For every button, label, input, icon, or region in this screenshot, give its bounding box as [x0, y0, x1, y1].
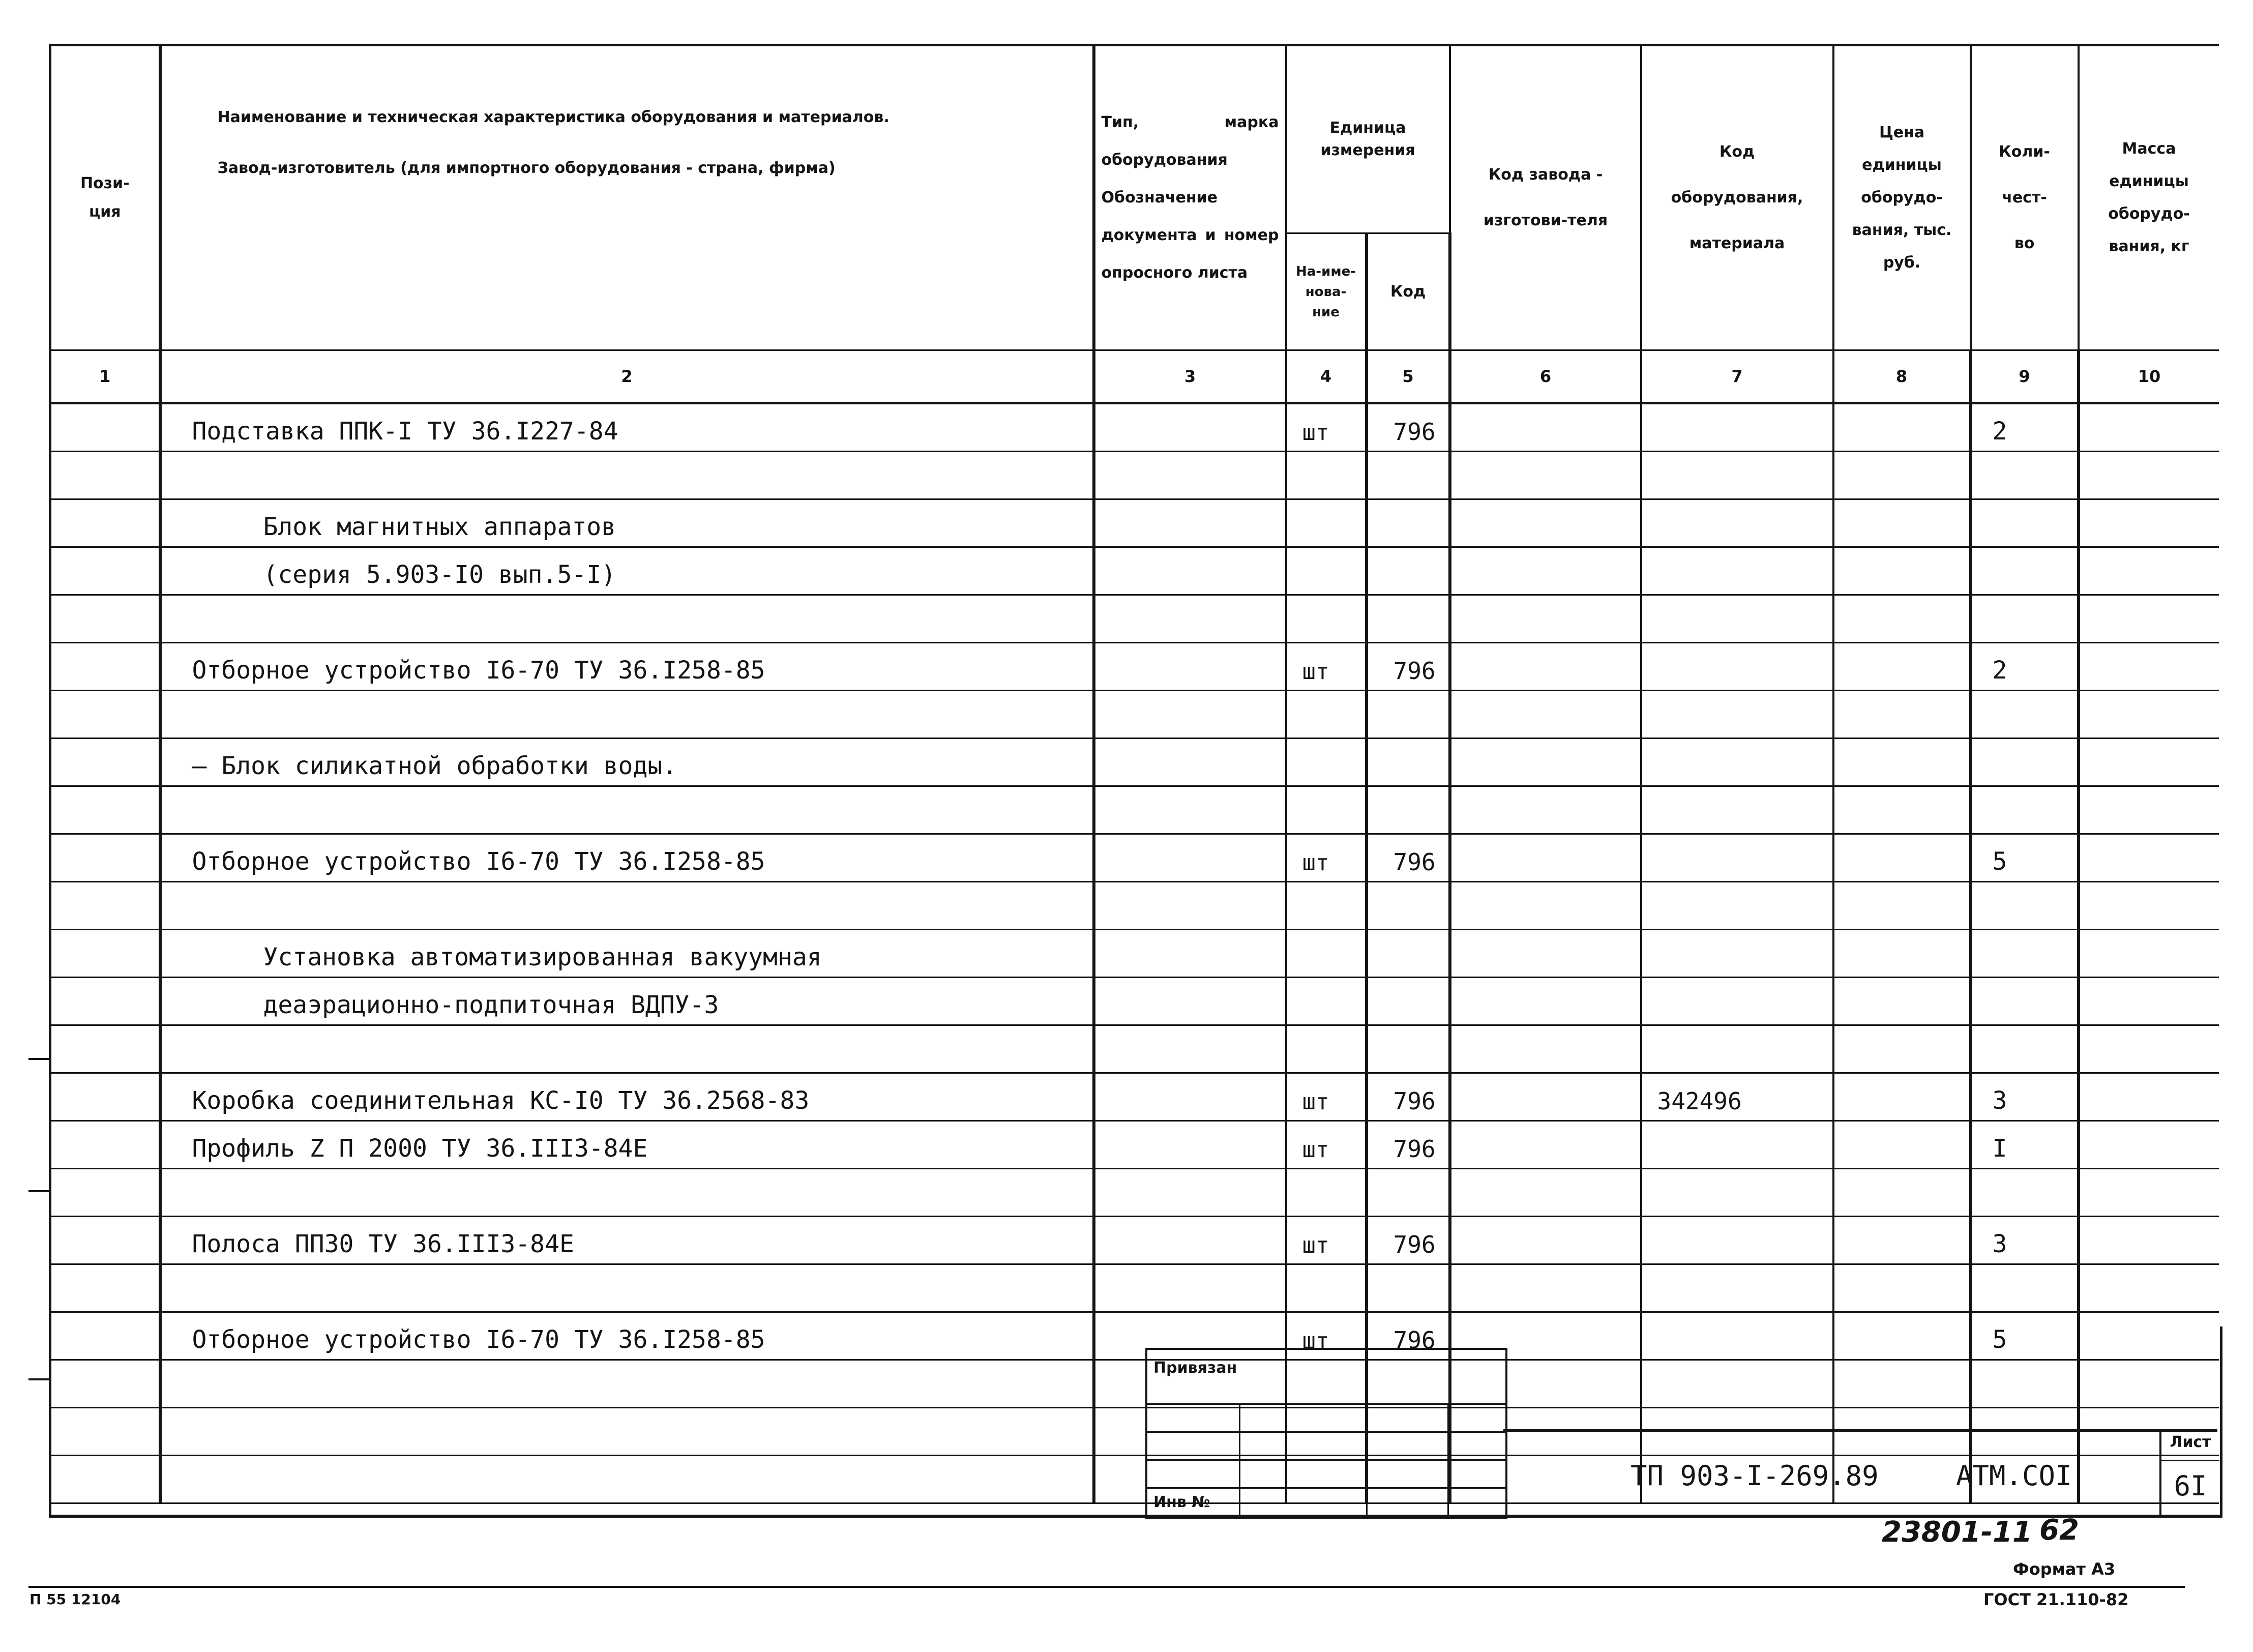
- position-cell: [50, 691, 160, 739]
- factory-code-cell: [1450, 403, 1641, 452]
- quantity-cell: [1971, 930, 2079, 978]
- factory-code-cell: [1450, 1121, 1641, 1169]
- name-cell: [160, 882, 1094, 930]
- type-cell: [1094, 1073, 1286, 1121]
- material-code-cell: [1641, 595, 1833, 643]
- material-code-cell: [1641, 930, 1833, 978]
- table-row: [50, 834, 2219, 882]
- material-code-cell: [1641, 1264, 1833, 1312]
- unit-code-cell: 796: [1367, 1121, 1450, 1169]
- name-cell: [160, 691, 1094, 739]
- header-unit-group: Единица измерения: [1286, 45, 1450, 233]
- col-num-7: 7: [1641, 350, 1833, 403]
- quantity-cell: [1971, 595, 2079, 643]
- price-cell: [1833, 1073, 1971, 1121]
- header-material-code: Код оборудования, материала: [1641, 45, 1833, 350]
- material-code-cell: [1641, 978, 1833, 1025]
- position-cell: [50, 452, 160, 499]
- material-code-cell: [1641, 1025, 1833, 1073]
- unit-name-cell: [1286, 1169, 1367, 1217]
- mass-cell: [2079, 403, 2219, 452]
- position-cell: [50, 1169, 160, 1217]
- quantity-cell: [1971, 1264, 2079, 1312]
- type-cell: [1094, 1264, 1286, 1312]
- factory-code-cell: [1450, 882, 1641, 930]
- name-cell: Установка автоматизированная вакуумная: [160, 930, 1094, 978]
- quantity-cell: [1971, 739, 2079, 786]
- margin-tick: [28, 1190, 49, 1192]
- mass-cell: [2079, 547, 2219, 595]
- unit-name-cell: [1286, 452, 1367, 499]
- mass-cell: [2079, 1264, 2219, 1312]
- mass-cell: [2079, 499, 2219, 547]
- unit-name-cell: [1286, 499, 1367, 547]
- unit-code-cell: [1367, 595, 1450, 643]
- unit-name-cell: шт: [1286, 403, 1367, 452]
- quantity-cell: [1971, 1025, 2079, 1073]
- type-cell: [1094, 834, 1286, 882]
- material-code-cell: [1641, 1217, 1833, 1264]
- material-code-cell: [1641, 452, 1833, 499]
- header-unit-code: Код: [1367, 233, 1450, 350]
- col-num-10: 10: [2079, 350, 2219, 403]
- format-label: Формат А3: [2013, 1559, 2116, 1579]
- name-cell: [160, 786, 1094, 834]
- unit-name-cell: [1286, 595, 1367, 643]
- header-name-line1: Наименование и техническая характеристика оборудования и материалов.: [217, 108, 890, 126]
- unit-name-cell: [1286, 547, 1367, 595]
- position-cell: [50, 834, 160, 882]
- material-code-cell: [1641, 643, 1833, 691]
- quantity-cell: [1971, 1169, 2079, 1217]
- price-cell: [1833, 643, 1971, 691]
- unit-name-cell: шт: [1286, 1121, 1367, 1169]
- position-cell: [50, 499, 160, 547]
- unit-code-cell: [1367, 882, 1450, 930]
- type-cell: [1094, 882, 1286, 930]
- type-cell: [1094, 786, 1286, 834]
- table-row: [50, 978, 2219, 1025]
- type-cell: [1094, 1169, 1286, 1217]
- position-cell: [50, 1025, 160, 1073]
- price-cell: [1833, 882, 1971, 930]
- factory-code-cell: [1450, 1073, 1641, 1121]
- table-row: [50, 1121, 2219, 1169]
- factory-code-cell: [1450, 978, 1641, 1025]
- position-cell: [50, 547, 160, 595]
- name-cell: [160, 1264, 1094, 1312]
- factory-code-cell: [1450, 930, 1641, 978]
- factory-code-cell: [1450, 452, 1641, 499]
- mass-cell: [2079, 1073, 2219, 1121]
- quantity-cell: 3: [1971, 1217, 2079, 1264]
- material-code-cell: 342496: [1641, 1073, 1833, 1121]
- unit-name-cell: [1286, 691, 1367, 739]
- material-code-cell: [1641, 739, 1833, 786]
- sheet-cell: [2159, 1429, 2219, 1515]
- unit-code-cell: [1367, 978, 1450, 1025]
- unit-code-cell: [1367, 1169, 1450, 1217]
- factory-code-cell: [1450, 1025, 1641, 1073]
- col-num-2: 2: [160, 350, 1094, 403]
- type-cell: [1094, 691, 1286, 739]
- quantity-cell: [1971, 882, 2079, 930]
- material-code-cell: [1641, 786, 1833, 834]
- name-cell: деаэрационно-подпиточная ВДПУ-3: [160, 978, 1094, 1025]
- position-cell: [50, 1121, 160, 1169]
- unit-code-cell: 796: [1367, 1312, 1450, 1360]
- price-cell: [1833, 499, 1971, 547]
- gost-label: ГОСТ 21.110-82: [1983, 1590, 2129, 1609]
- mass-cell: [2079, 834, 2219, 882]
- header-name-line2: Завод-изготовитель (для импортного оборудования - страна, фирма): [217, 159, 836, 177]
- col-num-8: 8: [1833, 350, 1971, 403]
- table-row: [50, 595, 2219, 643]
- header-position: Пози- ция: [50, 45, 160, 350]
- mass-cell: [2079, 739, 2219, 786]
- table-row: [50, 547, 2219, 595]
- position-cell: [50, 403, 160, 452]
- specification-table: [49, 44, 2219, 1504]
- table-row: [50, 1169, 2219, 1217]
- price-cell: [1833, 452, 1971, 499]
- price-cell: [1833, 1025, 1971, 1073]
- unit-code-cell: 796: [1367, 403, 1450, 452]
- col-num-1: 1: [50, 350, 160, 403]
- footer-rule: [28, 1586, 2185, 1588]
- material-code-cell: [1641, 499, 1833, 547]
- unit-name-cell: [1286, 739, 1367, 786]
- unit-code-cell: [1367, 739, 1450, 786]
- quantity-cell: 3: [1971, 1073, 2079, 1121]
- name-cell: [160, 452, 1094, 499]
- mass-cell: [2079, 691, 2219, 739]
- material-code-cell: [1641, 547, 1833, 595]
- type-cell: [1094, 739, 1286, 786]
- type-cell: [1094, 547, 1286, 595]
- factory-code-cell: [1450, 786, 1641, 834]
- col-num-4: 4: [1286, 350, 1367, 403]
- factory-code-cell: [1450, 834, 1641, 882]
- header-type: Тип, марка оборудования Обозначение документа и номер опросного листа: [1094, 45, 1286, 350]
- unit-name-cell: [1286, 1025, 1367, 1073]
- table-row: [50, 452, 2219, 499]
- handwritten-page: 62: [2039, 1514, 2079, 1547]
- position-cell: [50, 643, 160, 691]
- table-row: [50, 403, 2219, 452]
- unit-code-cell: [1367, 786, 1450, 834]
- factory-code-cell: [1450, 499, 1641, 547]
- type-cell: [1094, 1025, 1286, 1073]
- type-cell: [1094, 930, 1286, 978]
- name-cell: Отборное устройство I6-70 ТУ 36.I258-85: [160, 1312, 1094, 1360]
- header-quantity: Коли-чест-во: [1971, 45, 2079, 350]
- name-cell: [160, 1025, 1094, 1073]
- handwritten-number: 23801-11: [1882, 1516, 2032, 1549]
- name-cell: — Блок силикатной обработки воды.: [160, 739, 1094, 786]
- factory-code-cell: [1450, 595, 1641, 643]
- mass-cell: [2079, 786, 2219, 834]
- print-code: П 55 12104: [29, 1591, 121, 1608]
- unit-name-cell: шт: [1286, 834, 1367, 882]
- type-cell: [1094, 403, 1286, 452]
- type-cell: [1094, 1217, 1286, 1264]
- name-cell: (серия 5.903-I0 вып.5-I): [160, 547, 1094, 595]
- unit-code-cell: [1367, 930, 1450, 978]
- header-unit-name: На-име-нова-ние: [1286, 233, 1367, 350]
- unit-name-cell: шт: [1286, 1073, 1367, 1121]
- factory-code-cell: [1450, 643, 1641, 691]
- mass-cell: [2079, 882, 2219, 930]
- material-code-cell: [1641, 1121, 1833, 1169]
- unit-code-cell: [1367, 547, 1450, 595]
- name-cell: Полоса ПП30 ТУ 36.III3-84Е: [160, 1217, 1094, 1264]
- name-cell: [160, 595, 1094, 643]
- type-cell: [1094, 643, 1286, 691]
- quantity-cell: 2: [1971, 403, 2079, 452]
- price-cell: [1833, 403, 1971, 452]
- unit-name-cell: [1286, 978, 1367, 1025]
- type-cell: [1094, 499, 1286, 547]
- col-num-9: 9: [1971, 350, 2079, 403]
- material-code-cell: [1641, 834, 1833, 882]
- factory-code-cell: [1450, 1264, 1641, 1312]
- margin-tick: [28, 1378, 49, 1380]
- table-row: [50, 643, 2219, 691]
- quantity-cell: [1971, 691, 2079, 739]
- col-num-5: 5: [1367, 350, 1450, 403]
- header-name: [160, 45, 1094, 350]
- name-cell: Блок магнитных аппаратов: [160, 499, 1094, 547]
- table-row: [50, 1073, 2219, 1121]
- material-code-cell: [1641, 882, 1833, 930]
- factory-code-cell: [1450, 691, 1641, 739]
- position-cell: [50, 978, 160, 1025]
- quantity-cell: [1971, 499, 2079, 547]
- position-cell: [50, 930, 160, 978]
- name-cell: [160, 1169, 1094, 1217]
- quantity-cell: I: [1971, 1121, 2079, 1169]
- sheet-label: Лист: [2170, 1433, 2211, 1451]
- position-cell: [50, 739, 160, 786]
- factory-code-cell: [1450, 1169, 1641, 1217]
- price-cell: [1833, 834, 1971, 882]
- quantity-cell: [1971, 452, 2079, 499]
- unit-name-cell: [1286, 930, 1367, 978]
- unit-code-cell: [1367, 691, 1450, 739]
- name-cell: Коробка соединительная КС-I0 ТУ 36.2568-83: [160, 1073, 1094, 1121]
- unit-code-cell: 796: [1367, 834, 1450, 882]
- quantity-cell: [1971, 547, 2079, 595]
- table-row: [50, 930, 2219, 978]
- name-cell: Профиль Z П 2000 ТУ 36.III3-84Е: [160, 1121, 1094, 1169]
- project-code: ТП 903-I-269.89: [1631, 1460, 1879, 1492]
- material-code-cell: [1641, 1169, 1833, 1217]
- table-row: [50, 1025, 2219, 1073]
- unit-code-cell: [1367, 499, 1450, 547]
- unit-name-cell: шт: [1286, 1217, 1367, 1264]
- quantity-cell: [1971, 978, 2079, 1025]
- title-block: [1503, 1429, 2217, 1517]
- position-cell: [50, 1264, 160, 1312]
- price-cell: [1833, 1264, 1971, 1312]
- header-mass: Масса единицы оборудо-вания, кг: [2079, 45, 2219, 350]
- margin-tick: [28, 1058, 49, 1060]
- unit-code-cell: 796: [1367, 643, 1450, 691]
- col-num-6: 6: [1450, 350, 1641, 403]
- price-cell: [1833, 1217, 1971, 1264]
- table-row: [50, 739, 2219, 786]
- mass-cell: [2079, 978, 2219, 1025]
- position-cell: [50, 595, 160, 643]
- mass-cell: [2079, 1121, 2219, 1169]
- unit-name-cell: [1286, 882, 1367, 930]
- price-cell: [1833, 547, 1971, 595]
- price-cell: [1833, 739, 1971, 786]
- mass-cell: [2079, 930, 2219, 978]
- unit-code-cell: 796: [1367, 1217, 1450, 1264]
- mass-cell: [2079, 595, 2219, 643]
- position-cell: [50, 786, 160, 834]
- quantity-cell: 5: [1971, 834, 2079, 882]
- name-cell: Подставка ППК-I ТУ 36.I227-84: [160, 403, 1094, 452]
- factory-code-cell: [1450, 1217, 1641, 1264]
- name-cell: Отборное устройство I6-70 ТУ 36.I258-85: [160, 643, 1094, 691]
- factory-code-cell: [1450, 547, 1641, 595]
- type-cell: [1094, 978, 1286, 1025]
- table-row: [50, 882, 2219, 930]
- table-row: [50, 691, 2219, 739]
- attached-label: Привязан: [1153, 1359, 1237, 1377]
- unit-code-cell: [1367, 1025, 1450, 1073]
- price-cell: [1833, 1121, 1971, 1169]
- unit-name-cell: [1286, 1264, 1367, 1312]
- price-cell: [1833, 930, 1971, 978]
- inventory-label: Инв №: [1153, 1493, 1210, 1511]
- table-row: [50, 1264, 2219, 1312]
- price-cell: [1833, 1169, 1971, 1217]
- unit-name-cell: шт: [1286, 643, 1367, 691]
- unit-code-cell: [1367, 1264, 1450, 1312]
- mass-cell: [2079, 452, 2219, 499]
- quantity-cell: 2: [1971, 643, 2079, 691]
- mass-cell: [2079, 643, 2219, 691]
- price-cell: [1833, 595, 1971, 643]
- material-code-cell: [1641, 691, 1833, 739]
- quantity-cell: 5: [1971, 1312, 2079, 1360]
- col-num-3: 3: [1094, 350, 1286, 403]
- name-cell: Отборное устройство I6-70 ТУ 36.I258-85: [160, 834, 1094, 882]
- unit-code-cell: [1367, 452, 1450, 499]
- price-cell: [1833, 786, 1971, 834]
- document-code: АТМ.COI: [1956, 1460, 2072, 1492]
- unit-name-cell: [1286, 786, 1367, 834]
- position-cell: [50, 882, 160, 930]
- sheet-number: 6I: [2174, 1470, 2207, 1502]
- price-cell: [1833, 978, 1971, 1025]
- type-cell: [1094, 452, 1286, 499]
- type-cell: [1094, 1121, 1286, 1169]
- material-code-cell: [1641, 403, 1833, 452]
- header-factory-code: Код завода - изготови-теля: [1450, 45, 1641, 350]
- mass-cell: [2079, 1217, 2219, 1264]
- attachment-stamp: [1145, 1348, 1507, 1519]
- quantity-cell: [1971, 786, 2079, 834]
- position-cell: [50, 1073, 160, 1121]
- position-cell: [50, 1217, 160, 1264]
- table-row: [50, 1217, 2219, 1264]
- table-row: [50, 499, 2219, 547]
- mass-cell: [2079, 1169, 2219, 1217]
- table-row: [50, 786, 2219, 834]
- type-cell: [1094, 595, 1286, 643]
- factory-code-cell: [1450, 739, 1641, 786]
- price-cell: [1833, 691, 1971, 739]
- unit-code-cell: 796: [1367, 1073, 1450, 1121]
- unit-name-cell: шт: [1286, 1312, 1367, 1360]
- mass-cell: [2079, 1025, 2219, 1073]
- header-price: Цена единицы оборудо-вания, тыс. руб.: [1833, 45, 1971, 350]
